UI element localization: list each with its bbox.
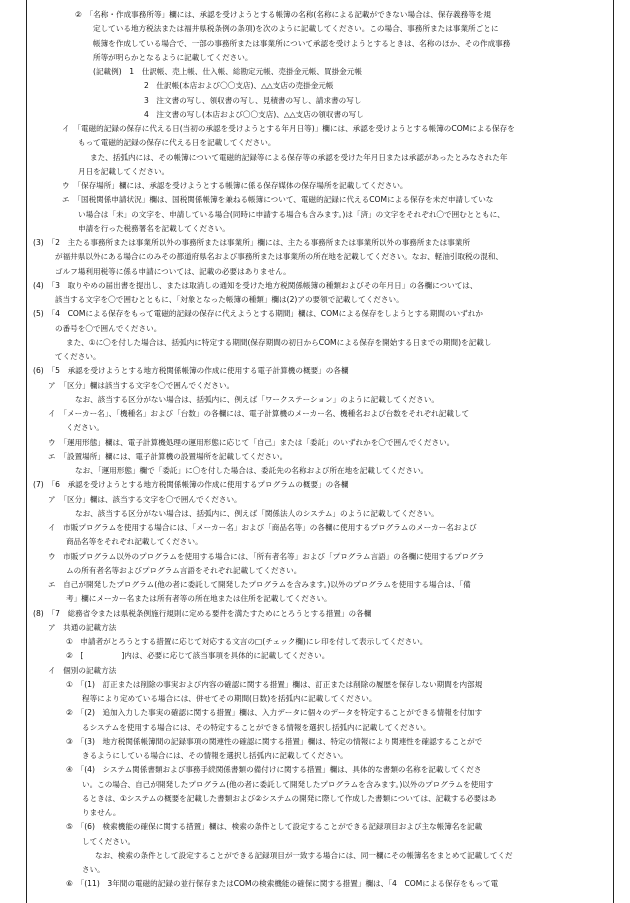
right-border-line (613, 0, 614, 903)
text-line: また、①に〇を付した場合は、括弧内に特定する期間(保存期間の初日からCOMによる保存を開始する日までの期間)を記載し (66, 337, 492, 347)
text-line: なお、「運用形態」欄で「委託」に〇を付した場合は、委託先の名称および所在地を記載してください。 (75, 466, 429, 475)
text-line: 定している地方税法または福井県税条例の条項)を次のように記載してください。この場合、事務所または事業所ごとに (93, 24, 499, 34)
text-line: ウ 市販プログラム以外のプログラムを使用する場合には、「所有者名等」および「プログラム言語」の各欄に使用するプログラ (48, 551, 485, 561)
text-line: ウ 「運用形態」欄は、電子計算機処理の運用形態に応じて「自己」または「委託」のいずれかを〇で囲んでください。 (48, 437, 455, 447)
text-line: ムの所有者名等およびプログラム言語をそれぞれ記載してください。 (66, 565, 302, 575)
text-line: エ 「国税関係申請状況」欄は、国税関係帳簿を兼ねる帳簿について、電磁的記録に代えるCOMによる保存を未だ申請していな (62, 195, 494, 205)
text-line: きるようにしている場合には、その情報を選択し括弧内に記載してください。 (82, 751, 348, 760)
text-line: ② [ ]内は、必要に応じて該当事項を具体的に記載してください。 (66, 651, 330, 661)
text-line: ① 「(1) 訂正または削除の事実および内容の確認に関する措置」欄は、訂正または削除の履歴を保存しない期間を内部規 (66, 679, 483, 689)
text-line: 考」欄にメーカー名または所有者等の所在地または住所を記載してください。 (66, 594, 332, 604)
text-line: してください。 (82, 836, 136, 846)
text-line: もって電磁的記録の保存に代える日を記載してください。 (78, 138, 276, 148)
text-line: い。この場合、自己が開発したプログラム(他の者に委託して開発したプログラムを含みます。)以外のプログラムを使用す (82, 779, 494, 789)
text-line: (6) 「5 承認を受けようとする地方税関係帳簿の作成に使用する電子計算機の概要」の各欄 (33, 366, 349, 376)
text-line: (8) 「7 総務省令または県税条例施行規則に定める要件を満たすためにとろうとする措置」の各欄 (33, 608, 372, 618)
text-line: イ 市販プログラムを使用する場合には、「メーカー名」および「商品名等」の各欄に使用するプログラムのメーカー名および (48, 523, 477, 532)
text-line: ゴルフ場利用税等に係る申請については、記載の必要はありません。 (55, 266, 291, 276)
text-line: 4 注文書の写し(本店および〇〇支店)、△△支店の領収書の写し (144, 109, 364, 119)
text-line: ④ 「(4) システム関係書類および事務手続関係書類の備付けに関する措置」欄は、具体的な書類の名称を記載してくださ (66, 765, 482, 775)
text-line: ア 「区分」欄は該当する文字を〇で囲んでください。 (48, 380, 235, 390)
text-line: ② 「(2) 追加入力した事実の確認に関する措置」欄は、入力データに個々のデータを特定することができる情報を付加す (66, 708, 483, 718)
text-line: ② 「名称・作成事務所等」欄には、承認を受けようとする帳簿の名称(名称による記載ができない場合は、保存義務等を規 (75, 10, 492, 19)
text-line: ③ 「(3) 地方税関係帳簿間の記録事項の関連性の確認に関する措置」欄は、特定の情報により関連性を確認することがで (66, 736, 483, 746)
text-line: 帳簿を作成している場合で、一部の事務所または事業所について承認を受けようとするときは、名称のほか、その作成事務 (93, 38, 511, 48)
text-line: ウ 「保存場所」欄には、承認を受けようとする帳簿に係る保存媒体の保存場所を記載してください。 (62, 181, 408, 190)
text-line: (4) 「3 取りやめの届出書を提出し、または取消しの通知を受けた地方税関係帳簿の種類およびその年月日」の各欄については、 (33, 280, 478, 290)
text-line: ⑤ 「(6) 検索機能の確保に関する措置」欄は、検索の条件として設定することができる記録項目および主な帳簿名を記載 (66, 822, 483, 832)
text-line: イ 「電磁的記録の保存に代える日(当初の承認を受けようとする年月日等)」欄には、承認を受けようとする帳簿のCOMによる保存を (62, 124, 515, 133)
text-line: なお、該当する区分がない場合は、括弧内に、例えば「関係法人のシステム」のように記載してください。 (75, 508, 439, 518)
text-line: さい。 (82, 865, 105, 874)
text-line: ください。 (66, 423, 104, 433)
text-line: ア 共通の記載方法 (48, 622, 117, 632)
text-line: なお、検索の条件として設定することができる記録項目が一致する場合には、同一欄にその帳簿名をまとめて記載してくだ (95, 850, 513, 860)
text-line: ア 「区分」欄は、該当する文字を〇で囲んでください。 (48, 494, 242, 504)
text-line: 商品名等をそれぞれ記載してください。 (66, 537, 203, 547)
text-line: エ 「設置場所」欄には、電子計算機の設置場所を記載してください。 (48, 451, 288, 461)
text-line: (3) 「2 主たる事務所または事業所以外の事務所または事業所」欄には、主たる事務所または事業所以外の事務所または事業所 (33, 238, 471, 247)
text-line: い場合は「未」の文字を、申請している場合(同時に申請する場合も含みます。)は「済」の文字をそれぞれ〇で囲むとともに、 (78, 209, 505, 219)
text-line: てください。 (55, 352, 101, 361)
text-line: 月日を記載してください。 (78, 166, 170, 176)
text-line: (7) 「6 承認を受けようとする地方税関係帳簿の作成に使用するプログラムの概要」の各欄 (33, 480, 349, 490)
text-line: ① 申請者がとろうとする措置に応じて対応する文言の□(チェック欄)にレ印を付して表示してください。 (66, 637, 428, 646)
text-line: 程等により定めている場合には、併せてその期間(日数)を括弧内に記載してください。 (82, 694, 377, 703)
text-line: (5) 「4 COMによる保存をもって電磁的記録の保存に代えようとする期間」欄は、COMによる保存をしようとする期間のいずれか (33, 309, 483, 319)
text-line: るときは、①システムの概要を記載した書類および②システムの開発に際して作成した書類については、記載する必要はあ (82, 793, 497, 803)
text-line: なお、該当する区分がない場合は、括弧内に、例えば「ワークステーション」のように記載してください。 (75, 394, 439, 404)
text-line: イ 「メーカー名」、「機種名」および「台数」の各欄には、電子計算機のメーカー名、機種名および台数をそれぞれ記載して (48, 409, 470, 418)
text-line: また、括弧内には、その帳簿について電磁的記録等による保存等の承認を受けた年月日または承認があったとみなされた年 (90, 152, 508, 162)
text-line: イ 個別の記載方法 (48, 665, 117, 675)
text-line: るシステムを使用する場合には、その特定することができる情報を選択し括弧内に記載してください。 (82, 722, 431, 732)
text-line: 該当する文字を〇で囲むとともに、「対象となった帳簿の種類」欄は(2)アの要領で記載してください。 (55, 295, 404, 304)
text-line: 所等が明らかとなるように記載してください。 (93, 52, 253, 62)
text-line: りません。 (82, 808, 121, 817)
text-line: 3 注文書の写し、領収書の写し、見積書の写し、請求書の写し (144, 95, 362, 105)
text-line: 申請を行った税務署名を記載してください。 (78, 223, 230, 233)
text-line: エ 自己が開発したプログラム(他の者に委託して開発したプログラムを含みます。)以外のプログラムを使用する場合は、「備 (48, 580, 471, 589)
text-line: ⑥ 「(11) 3年間の電磁的記録の並行保存またはCOMの検索機能の確保に関する措置」欄は、「4 COMによる保存をもって電 (66, 879, 499, 889)
text-line: 2 仕訳帳(本店および〇〇支店)、△△支店の売掛金元帳 (144, 81, 334, 91)
text-line: (記載例) 1 仕訳帳、売上帳、仕入帳、総勘定元帳、売掛金元帳、買掛金元帳 (93, 67, 362, 76)
left-border-line (26, 0, 27, 903)
text-line: が福井県以外にある場合にのみその都道府県名および事務所または事業所の所在地を記載してください。なお、軽油引取税の混和、 (55, 252, 504, 262)
text-line: の番号を〇で囲んでください。 (55, 323, 162, 333)
